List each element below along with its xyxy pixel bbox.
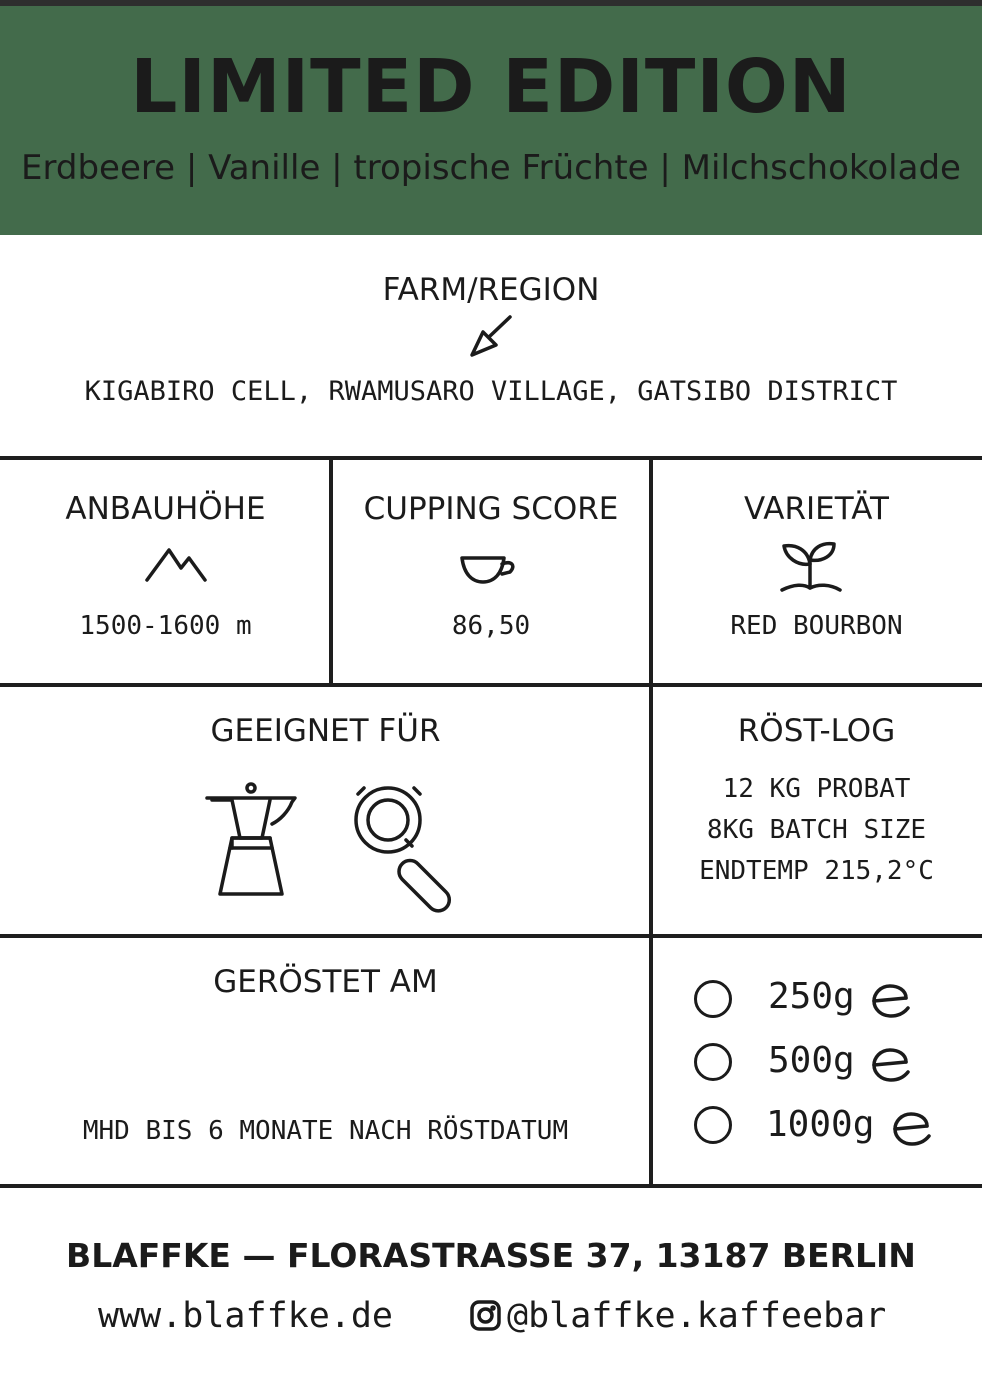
divider-4 [0, 1184, 982, 1188]
variety-label: VARIETÄT [744, 491, 889, 527]
whole-bean-icon [872, 1048, 912, 1082]
cupping-value: 86,50 [451, 611, 531, 641]
divider-1 [0, 456, 982, 460]
roasted-label: GERÖSTET AM [213, 964, 438, 1000]
farm-label: FARM/REGION [382, 272, 600, 308]
sprout-icon [776, 540, 846, 596]
divider-2 [0, 683, 982, 687]
tasting-notes: Erdbeere | Vanille | tropische Früchte | Milchschokolade [21, 148, 961, 188]
farm-value: KIGABIRO CELL, RWAMUSARO VILLAGE, GATSIBO DISTRICT [84, 376, 898, 407]
best-before: MHD BIS 6 MONATE NACH RÖSTDATUM [82, 1116, 569, 1146]
roast-log-line-2: 8KG BATCH SIZE [706, 815, 927, 845]
footer-address: BLAFFKE — FLORASTRASSE 37, 13187 BERLIN [66, 1236, 916, 1275]
whole-bean-icon [872, 984, 912, 1018]
roast-log-label: RÖST-LOG [737, 713, 896, 749]
divider-3 [0, 934, 982, 938]
altitude-value: 1500-1600 m [79, 611, 252, 641]
website-link[interactable]: www.blaffke.de [98, 1296, 394, 1336]
portafilter-icon [350, 784, 470, 900]
variety-value: RED BOURBON [730, 611, 903, 641]
size-250-radio[interactable] [694, 980, 732, 1018]
instagram-icon [470, 1300, 502, 1332]
size-250-label: 250g [768, 976, 855, 1017]
moka-pot-icon [202, 780, 302, 900]
instagram-handle[interactable]: @blaffke.kaffeebar [507, 1296, 887, 1336]
mountain-icon [143, 544, 209, 584]
suitable-label: GEEIGNET FÜR [210, 713, 441, 749]
whole-bean-icon [893, 1112, 933, 1146]
cup-icon [458, 552, 520, 586]
size-500-radio[interactable] [694, 1043, 732, 1081]
size-1000-label: 1000g [766, 1104, 875, 1145]
shovel-icon [466, 314, 516, 360]
size-500-label: 500g [768, 1040, 855, 1081]
altitude-label: ANBAUHÖHE [65, 491, 266, 527]
size-1000-radio[interactable] [694, 1106, 732, 1144]
page-title: LIMITED EDITION [130, 44, 852, 130]
cupping-label: CUPPING SCORE [363, 491, 619, 527]
roast-log-line-1: 12 KG PROBAT [722, 774, 911, 804]
roast-log-line-3: ENDTEMP 215,2°C [699, 856, 934, 886]
